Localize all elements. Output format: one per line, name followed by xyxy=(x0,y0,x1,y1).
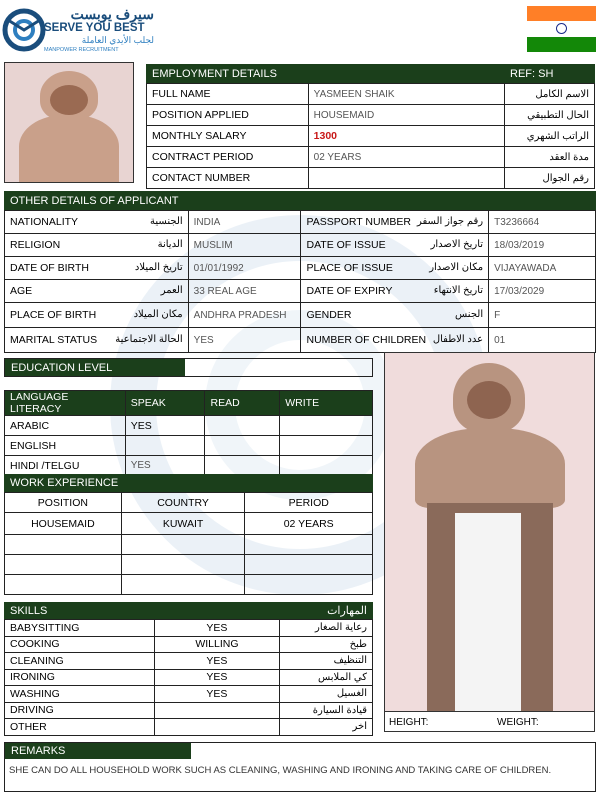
other-label-ar: تاريخ الميلاد xyxy=(134,262,183,273)
other-details-row xyxy=(5,211,596,234)
work-header-cell: PERIOD xyxy=(245,493,373,513)
work-header-row xyxy=(5,493,373,513)
work-cell-country xyxy=(121,575,245,595)
language-cell-read xyxy=(205,416,280,436)
skill-value: YES xyxy=(154,669,280,686)
skill-row xyxy=(5,686,373,703)
other-label-ar: الجنس xyxy=(455,309,484,320)
language-cell-lang: ENGLISH xyxy=(5,436,126,456)
employment-label: MONTHLY SALARY xyxy=(147,126,309,147)
language-cell-write xyxy=(280,416,373,436)
logo-sub-arabic: لجلب الأيدي العاملة xyxy=(81,35,154,45)
employment-label-arabic: الحال التطبيقي xyxy=(505,105,595,126)
other-label-left xyxy=(5,234,189,257)
skill-name-arabic: طبخ xyxy=(280,636,373,653)
work-row xyxy=(5,535,373,555)
skills-table xyxy=(4,619,373,736)
employment-row xyxy=(147,126,595,147)
other-details-row xyxy=(5,257,596,280)
language-cell-speak xyxy=(125,436,205,456)
measurements-bar xyxy=(385,711,595,732)
work-header-cell: COUNTRY xyxy=(121,493,245,513)
other-label-right xyxy=(301,328,489,353)
language-cell-write xyxy=(280,456,373,476)
other-label-en: DATE OF EXPIRY xyxy=(306,285,393,297)
employment-row xyxy=(147,105,595,126)
work-cell-position xyxy=(5,535,122,555)
work-cell-country xyxy=(121,555,245,575)
skill-value: YES xyxy=(154,620,280,637)
language-header-cell: READ xyxy=(205,391,280,416)
employment-row xyxy=(147,168,595,189)
other-value-right: 18/03/2019 xyxy=(489,234,596,257)
other-label-ar: رقم جواز السفر xyxy=(416,216,484,227)
skill-name: CLEANING xyxy=(5,653,155,670)
skill-name: COOKING xyxy=(5,636,155,653)
other-label-right xyxy=(301,280,489,303)
employment-value: 1300 xyxy=(308,126,505,147)
employment-details-header xyxy=(146,64,595,83)
other-label-en: MARITAL STATUS xyxy=(10,334,98,346)
other-value-left: MUSLIM xyxy=(188,234,301,257)
company-logo xyxy=(2,4,202,59)
logo-emblem-icon xyxy=(2,6,46,54)
other-details-row xyxy=(5,234,596,257)
skill-name-arabic: رعاية الصغار xyxy=(280,620,373,637)
other-label-ar: مكان الاصدار xyxy=(429,262,484,273)
work-cell-country xyxy=(121,535,245,555)
employment-label-arabic: الاسم الكامل xyxy=(505,84,595,105)
other-label-left xyxy=(5,328,189,353)
employment-row xyxy=(147,84,595,105)
india-flag-icon xyxy=(527,6,596,52)
other-label-en: NUMBER OF CHILDREN xyxy=(306,334,427,346)
skill-row xyxy=(5,653,373,670)
skill-row xyxy=(5,702,373,719)
language-header-cell: WRITE xyxy=(280,391,373,416)
employment-label: FULL NAME xyxy=(147,84,309,105)
other-details-row xyxy=(5,280,596,303)
skill-name: OTHER xyxy=(5,719,155,736)
other-label-ar: عدد الاطفال xyxy=(432,334,484,345)
skill-value xyxy=(154,719,280,736)
language-row xyxy=(5,456,373,476)
remarks-text: SHE CAN DO ALL HOUSEHOLD WORK SUCH AS CLEANING, WASHING AND IRONING AND TAKING CARE OF CHILDREN. xyxy=(9,765,552,776)
employment-label-arabic: مدة العقد xyxy=(505,147,595,168)
language-cell-speak: YES xyxy=(125,416,205,436)
other-label-right xyxy=(301,211,489,234)
remarks-box xyxy=(4,742,596,792)
other-label-left xyxy=(5,280,189,303)
employment-label-arabic: رقم الجوال xyxy=(505,168,595,189)
language-row xyxy=(5,416,373,436)
employment-details-title: EMPLOYMENT DETAILS xyxy=(152,67,277,80)
other-label-left xyxy=(5,211,189,234)
work-cell-position: HOUSEMAID xyxy=(5,513,122,535)
skills-header xyxy=(4,602,373,619)
employment-row xyxy=(147,147,595,168)
other-details-row xyxy=(5,328,596,353)
language-header-cell: SPEAK xyxy=(125,391,205,416)
language-cell-lang: ARABIC xyxy=(5,416,126,436)
other-label-right xyxy=(301,257,489,280)
other-value-right: T3236664 xyxy=(489,211,596,234)
other-value-left: INDIA xyxy=(188,211,301,234)
work-cell-period xyxy=(245,555,373,575)
other-label-en: GENDER xyxy=(306,309,352,321)
other-label-ar: تاريخ الاصدار xyxy=(430,239,484,250)
other-label-ar: تاريخ الانتهاء xyxy=(433,285,484,296)
employment-value xyxy=(308,168,505,189)
skill-name-arabic: التنظيف xyxy=(280,653,373,670)
employment-label: CONTRACT PERIOD xyxy=(147,147,309,168)
other-value-right: VIJAYAWADA xyxy=(489,257,596,280)
remarks-title: REMARKS xyxy=(5,743,191,759)
skill-name: BABYSITTING xyxy=(5,620,155,637)
language-table xyxy=(4,390,373,476)
skill-value: YES xyxy=(154,686,280,703)
other-details-row xyxy=(5,303,596,328)
skill-row xyxy=(5,636,373,653)
skill-row xyxy=(5,719,373,736)
skill-name-arabic: اخر xyxy=(280,719,373,736)
language-cell-read xyxy=(205,436,280,456)
work-cell-country: KUWAIT xyxy=(121,513,245,535)
other-label-ar: الجنسية xyxy=(150,216,183,227)
skills-title: SKILLS xyxy=(10,604,48,617)
skill-name-arabic: كي الملابس xyxy=(280,669,373,686)
skill-value: YES xyxy=(154,653,280,670)
other-details-table xyxy=(4,210,596,353)
work-cell-period: 02 YEARS xyxy=(245,513,373,535)
skill-value xyxy=(154,702,280,719)
height-label: HEIGHT: xyxy=(389,717,429,728)
skill-name-arabic: قيادة السيارة xyxy=(280,702,373,719)
logo-sub-english: MANPOWER RECRUITMENT xyxy=(44,47,119,53)
skill-name: WASHING xyxy=(5,686,155,703)
employment-value: YASMEEN SHAIK xyxy=(308,84,505,105)
work-cell-period xyxy=(245,575,373,595)
other-value-left: ANDHRA PRADESH xyxy=(188,303,301,328)
language-cell-speak: YES xyxy=(125,456,205,476)
skill-row xyxy=(5,669,373,686)
work-row xyxy=(5,513,373,535)
other-label-en: NATIONALITY xyxy=(10,216,79,228)
work-header-cell: POSITION xyxy=(5,493,122,513)
employment-value: HOUSEMAID xyxy=(308,105,505,126)
skill-name: IRONING xyxy=(5,669,155,686)
language-header-row xyxy=(5,391,373,416)
skill-row xyxy=(5,620,373,637)
education-box xyxy=(4,358,373,377)
employment-details-table xyxy=(146,83,595,189)
work-experience-table xyxy=(4,492,373,595)
ref-label: REF: SH xyxy=(510,67,554,80)
education-title: EDUCATION LEVEL xyxy=(5,359,185,376)
other-label-ar: مكان الميلاد xyxy=(133,309,183,320)
employment-label: POSITION APPLIED xyxy=(147,105,309,126)
other-label-ar: الديانة xyxy=(157,239,183,250)
work-cell-period xyxy=(245,535,373,555)
skill-value: WILLING xyxy=(154,636,280,653)
other-label-left xyxy=(5,257,189,280)
other-value-right: 01 xyxy=(489,328,596,353)
other-label-en: PLACE OF BIRTH xyxy=(10,309,97,321)
language-cell-read xyxy=(205,456,280,476)
other-value-right: 17/03/2029 xyxy=(489,280,596,303)
other-value-right: F xyxy=(489,303,596,328)
employment-label-arabic: الراتب الشهري xyxy=(505,126,595,147)
language-cell-write xyxy=(280,436,373,456)
other-label-right xyxy=(301,234,489,257)
other-label-en: DATE OF BIRTH xyxy=(10,262,89,274)
applicant-photo-small xyxy=(4,62,134,183)
work-cell-position xyxy=(5,555,122,575)
skill-name-arabic: الغسيل xyxy=(280,686,373,703)
employment-label: CONTACT NUMBER xyxy=(147,168,309,189)
work-row xyxy=(5,575,373,595)
other-label-en: RELIGION xyxy=(10,239,61,251)
skill-name: DRIVING xyxy=(5,702,155,719)
employment-value: 02 YEARS xyxy=(308,147,505,168)
work-cell-position xyxy=(5,575,122,595)
other-value-left: 01/01/1992 xyxy=(188,257,301,280)
work-experience-header: WORK EXPERIENCE xyxy=(4,474,373,492)
other-value-left: YES xyxy=(188,328,301,353)
language-header-cell: LANGUAGE LITERACY xyxy=(5,391,126,416)
weight-label: WEIGHT: xyxy=(497,717,539,728)
other-label-en: PASSPORT NUMBER xyxy=(306,216,411,228)
other-label-right xyxy=(301,303,489,328)
other-details-header: OTHER DETAILS OF APPLICANT xyxy=(4,191,596,210)
work-row xyxy=(5,555,373,575)
logo-arabic: سيرف يوبست xyxy=(70,6,154,22)
language-row xyxy=(5,436,373,456)
other-label-left xyxy=(5,303,189,328)
applicant-photo-full xyxy=(384,352,595,732)
other-label-en: DATE OF ISSUE xyxy=(306,239,386,251)
skills-title-arabic: المهارات xyxy=(327,605,367,617)
language-cell-lang: HINDI /TELGU xyxy=(5,456,126,476)
logo-english: SERVE YOU BEST xyxy=(44,22,145,34)
other-label-en: PLACE OF ISSUE xyxy=(306,262,393,274)
other-label-ar: العمر xyxy=(160,285,183,296)
other-value-left: 33 REAL AGE xyxy=(188,280,301,303)
other-label-ar: الحالة الاجتماعية xyxy=(115,334,183,345)
other-label-en: AGE xyxy=(10,285,33,297)
